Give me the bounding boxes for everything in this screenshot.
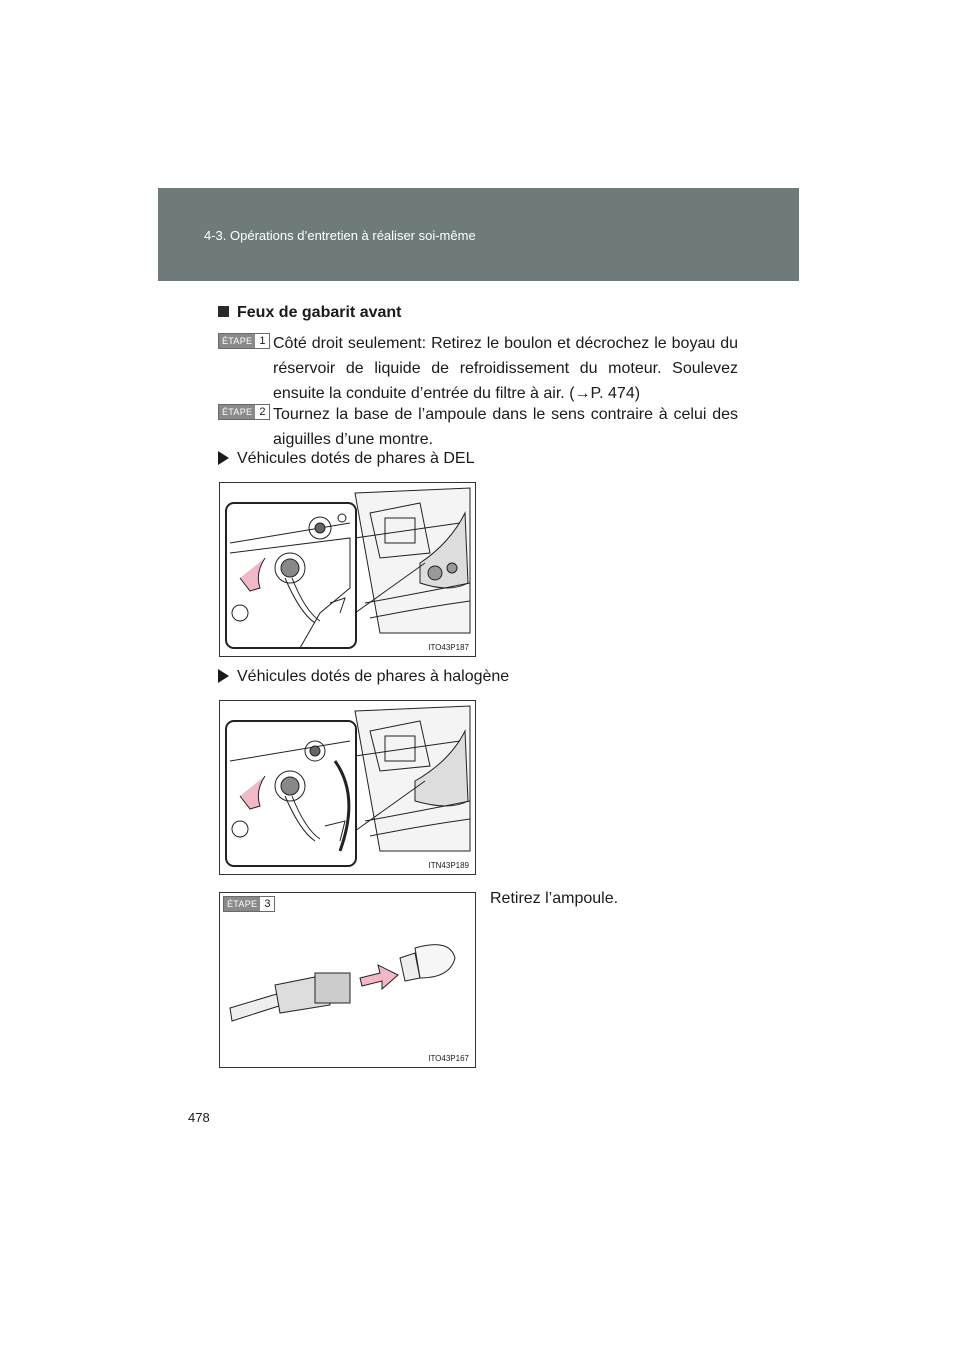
section-title — [218, 304, 402, 322]
step-badge-number: 1 — [255, 334, 269, 348]
step-badge — [223, 896, 275, 912]
section-title-text: Feux de gabarit avant — [237, 304, 402, 321]
figure-code: ITN43P189 — [428, 861, 469, 870]
headlight-illustration — [220, 483, 475, 656]
variant-halogen — [218, 668, 509, 686]
step-badge — [218, 404, 270, 420]
chapter-title: 4-3. Opérations d’entretien à réaliser soi-même — [204, 228, 476, 243]
variant-label: Véhicules dotés de phares à halogène — [237, 668, 510, 685]
variant-label: Véhicules dotés de phares à DEL — [237, 450, 475, 467]
step-badge-word: ÉTAPE — [219, 334, 255, 348]
bulb-illustration — [220, 893, 475, 1067]
variant-led — [218, 450, 474, 468]
step-badge — [218, 333, 270, 349]
triangle-bullet-icon — [218, 451, 229, 465]
headlight-illustration — [220, 701, 475, 874]
step-badge-word: ÉTAPE — [219, 405, 255, 419]
step-2 — [218, 402, 738, 452]
step-text: Tournez la base de l’ampoule dans le sens contraire à celui des aiguilles d’une montre. — [273, 406, 738, 448]
page-number: 478 — [188, 1110, 210, 1125]
figure-code: ITO43P167 — [428, 1054, 469, 1063]
step-3-text: Retirez l’ampoule. — [490, 890, 619, 907]
step-badge-word: ÉTAPE — [224, 897, 260, 911]
figure-led-headlight — [219, 482, 476, 657]
triangle-bullet-icon — [218, 669, 229, 683]
step-text: Côté droit seulement: Retirez le boulon et décrochez le boyau du réservoir de liquide de refroidissement du moteur. Soulevez ensuite la conduite d’entrée du filtre à air. (→P. 474) — [273, 335, 738, 402]
figure-bulb-removal — [219, 892, 476, 1068]
figure-halogen-headlight — [219, 700, 476, 875]
figure-code: ITO43P187 — [428, 643, 469, 652]
square-bullet-icon — [218, 306, 229, 317]
step-badge-number: 2 — [255, 405, 269, 419]
step-badge-number: 3 — [260, 897, 274, 911]
chapter-header — [158, 188, 799, 281]
step-1 — [218, 331, 738, 406]
